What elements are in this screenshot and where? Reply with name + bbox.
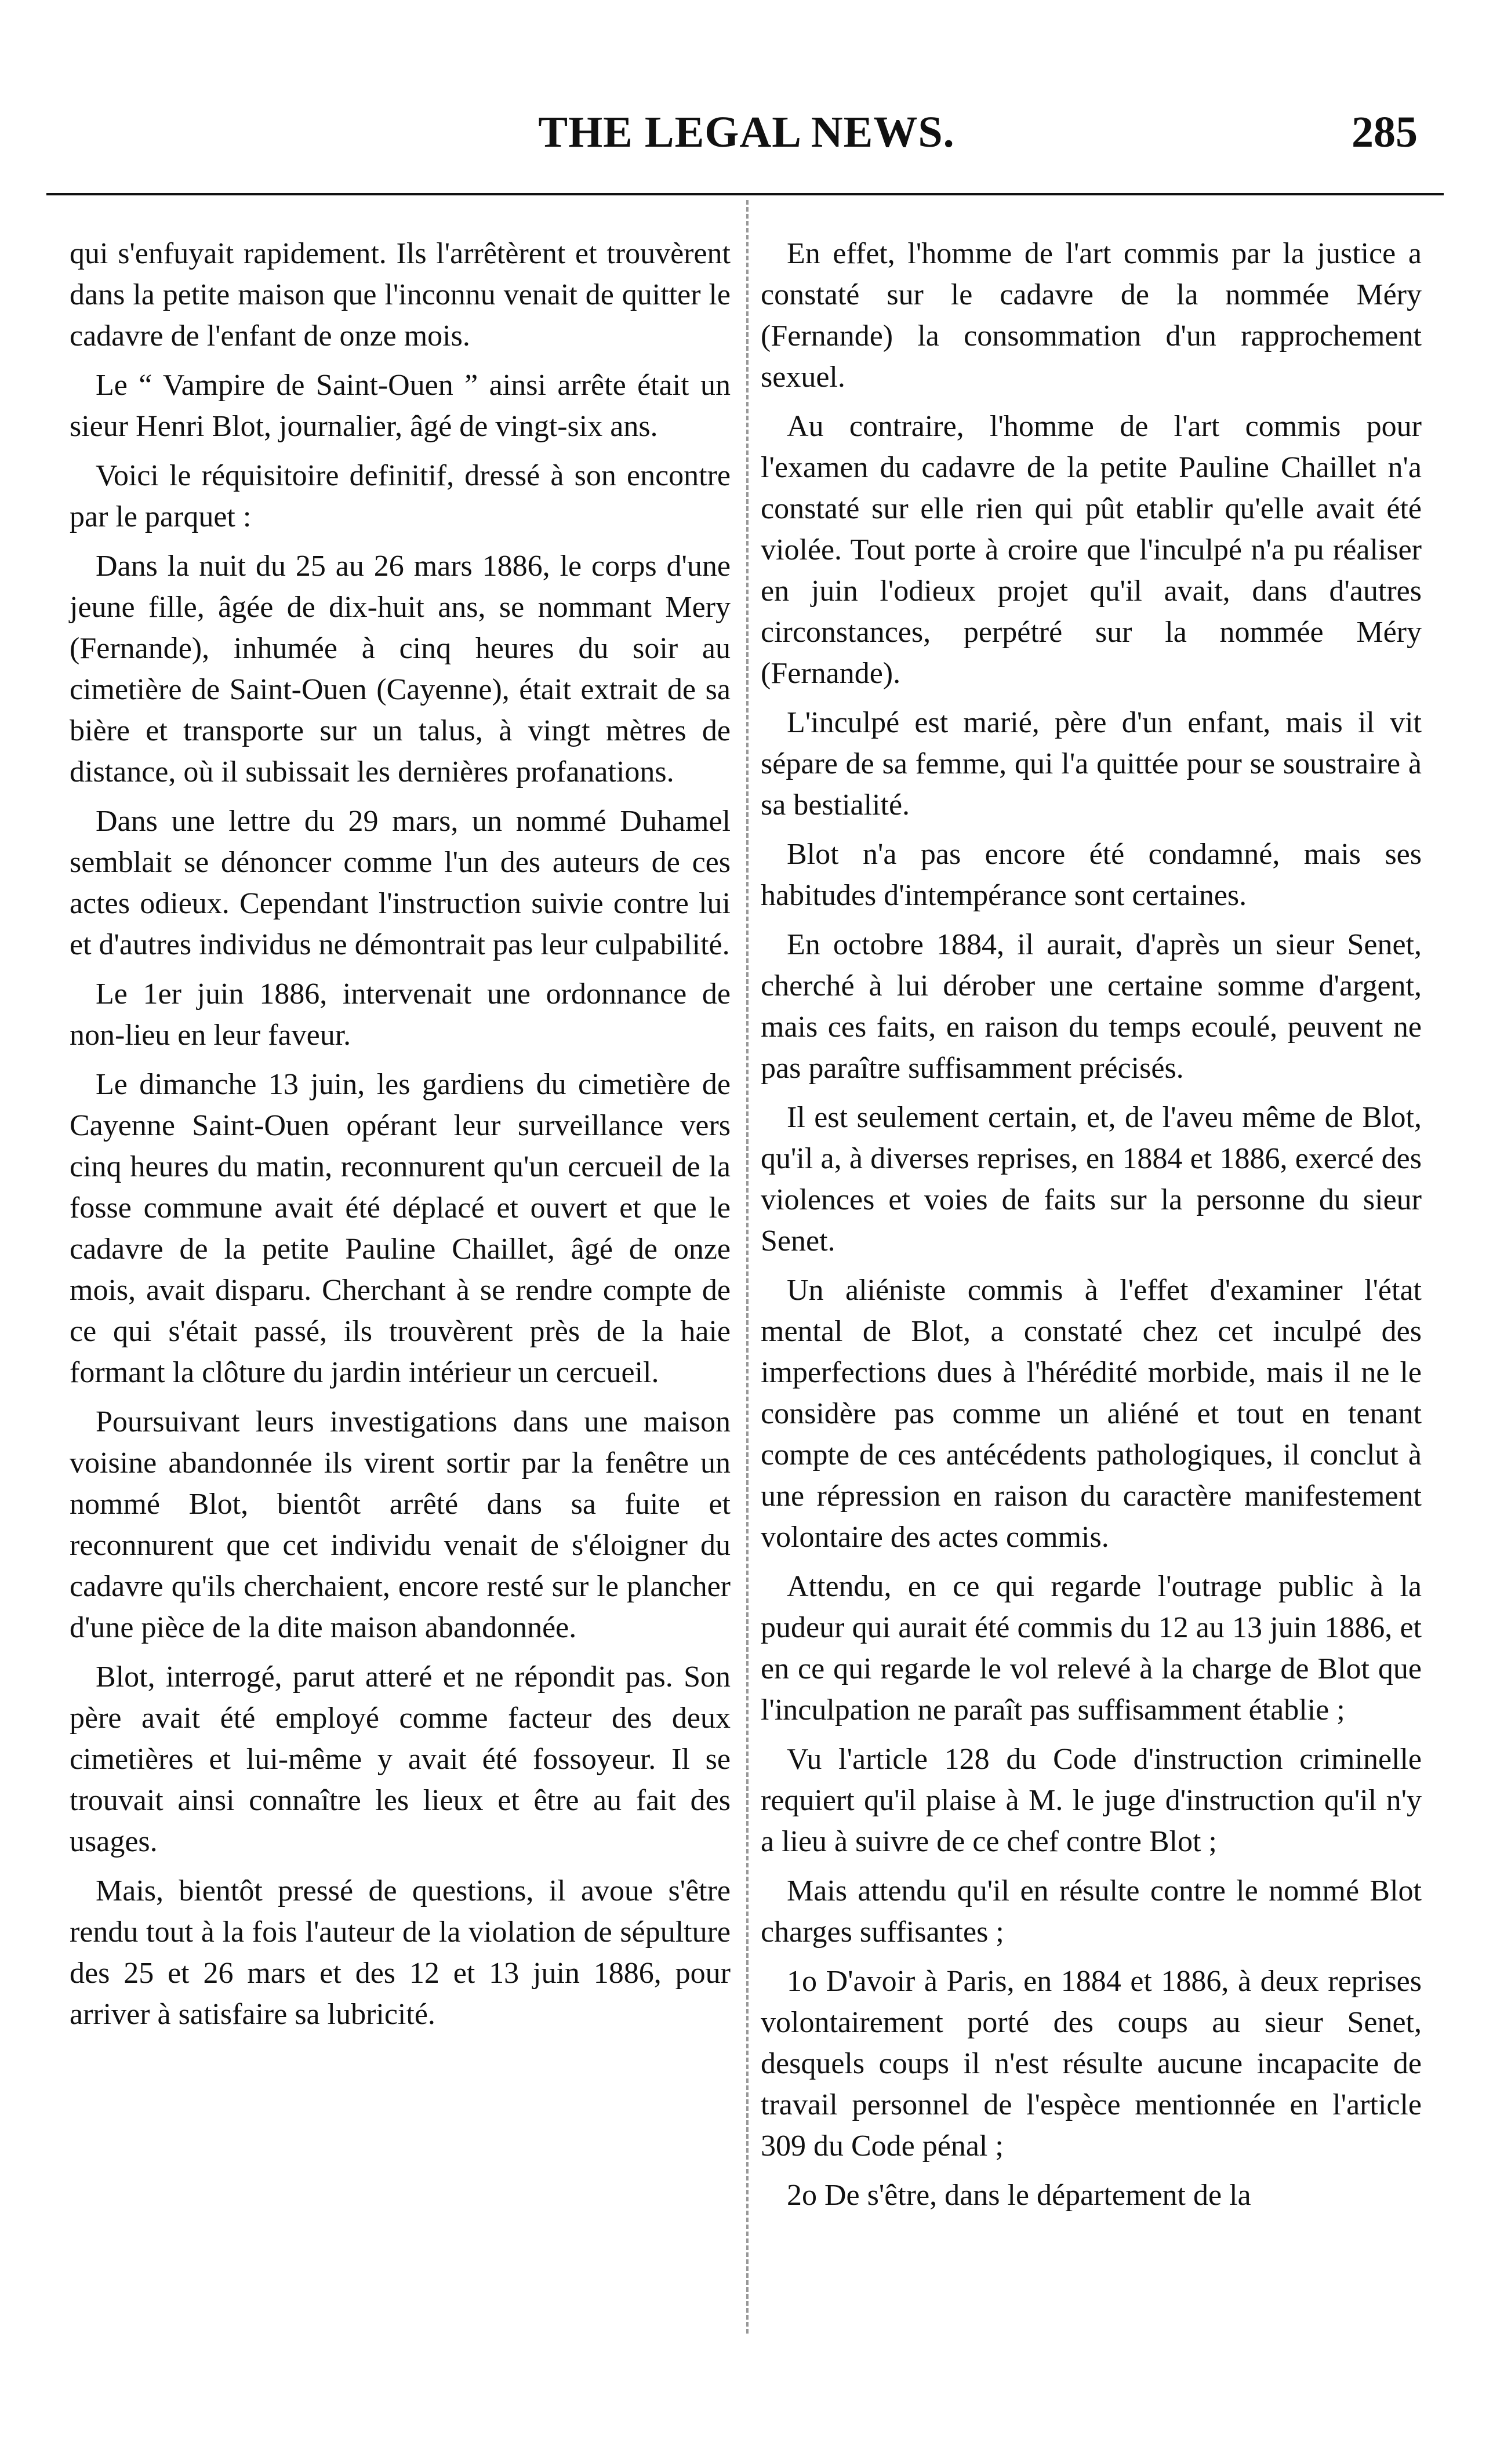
paragraph: Vu l'article 128 du Code d'instruction criminelle requiert qu'il plaise à M. le juge d'instruction qu'il n'y a lieu à suivre de ce chef contre Blot ; (761, 1743, 1422, 1858)
paragraph: Attendu, en ce qui regarde l'outrage public à la pudeur qui aurait été commis du 12 au 13 juin 1886, et en ce qui regarde le vol relevé à la charge de Blot que l'inculpation ne paraît pas suffisamment établie ; (761, 1570, 1422, 1727)
paragraph: Voici le réquisitoire definitif, dressé à son encontre par le parquet : (70, 459, 731, 533)
paragraph: Au contraire, l'homme de l'art commis pour l'examen du cadavre de la petite Pauline Chaillet n'a constaté sur elle rien qui pût etablir qu'elle avait été violée. Tout porte à croire que l'inculpé n'a pu réaliser en juin l'odieux projet qu'il avait, dans d'autres circonstances, perpétré sur la nommée Méry (Fernande). (761, 410, 1422, 690)
paragraph: Dans la nuit du 25 au 26 mars 1886, le corps d'une jeune fille, âgée de dix-huit ans, se nommant Mery (Fernande), inhumée à cinq heures du soir au cimetière de Saint-Ouen (Cayenne), était extrait de sa bière et transporte sur un talus, à vingt mètres de distance, où il subissait les dernières profanations. (70, 550, 731, 788)
paragraph: 1o D'avoir à Paris, en 1884 et 1886, à deux reprises volontairement porté des coups au sieur Senet, desquels coups il n'est résulte aucune incapacite de travail personnel de l'espèce mentionnée en l'article 309 du Code pénal ; (761, 1965, 1422, 2163)
header-rule (46, 193, 1444, 195)
paragraph: Blot, interrogé, parut atteré et ne répondit pas. Son père avait été employé comme facteur des deux cimetières et lui-même y avait été fossoyeur. Il se trouvait ainsi connaître les lieux et être au fait des usages. (70, 1660, 731, 1858)
paragraph: Poursuivant leurs investigations dans une maison voisine abandonnée ils virent sortir par la fenêtre un nommé Blot, bientôt arrêté dans sa fuite et reconnurent que cet individu venait de s'éloigner du cadavre qu'ils cherchaient, encore resté sur le plancher d'une pièce de la dite maison abandonnée. (70, 1405, 731, 1644)
paragraph: L'inculpé est marié, père d'un enfant, mais il vit sépare de sa femme, qui l'a quittée pour se soustraire à sa bestialité. (761, 706, 1422, 822)
page-number: 285 (1352, 108, 1418, 157)
paragraph: 2o De s'être, dans le département de la (787, 2179, 1251, 2212)
paragraph: Dans une lettre du 29 mars, un nommé Duhamel semblait se dénoncer comme l'un des auteurs de ces actes odieux. Cependant l'instruction suivie contre lui et d'autres individus ne démontrait pas leur culpabilité. (70, 805, 731, 961)
running-header-title: THE LEGAL NEWS. (538, 108, 955, 157)
paragraph: Mais attendu qu'il en résulte contre le nommé Blot charges suffisantes ; (761, 1874, 1422, 1949)
paragraph: Blot n'a pas encore été condamné, mais ses habitudes d'intempérance sont certaines. (761, 838, 1422, 912)
paragraph: En effet, l'homme de l'art commis par la justice a constaté sur le cadavre de la nommée Méry (Fernande) la consommation d'un rapprochement sexuel. (761, 237, 1422, 394)
paragraph: Un aliéniste commis à l'effet d'examiner l'état mental de Blot, a constaté chez cet inculpé des imperfections dues à l'hérédité morbide, mais il ne le considère pas comme un aliéné et tout en tenant compte de ces antécédents pathologiques, il conclut à une répression en raison du caractère manifestement volontaire des actes commis. (761, 1274, 1422, 1554)
paragraph: qui s'enfuyait rapidement. Ils l'arrêtèrent et trouvèrent dans la petite maison que l'inconnu venait de quitter le cadavre de l'enfant de onze mois. (70, 237, 731, 352)
paragraph: Le dimanche 13 juin, les gardiens du cimetière de Cayenne Saint-Ouen opérant leur surveillance vers cinq heures du matin, reconnurent qu'un cercueil de la fosse commune avait été déplacé et ouvert et que le cadavre de la petite Pauline Chaillet, âgé de onze mois, avait disparu. Cherchant à se rendre compte de ce qui s'était passé, ils trouvèrent près de la haie formant la clôture du jardin intérieur un cercueil. (70, 1068, 731, 1389)
paragraph: Le “ Vampire de Saint-Ouen ” ainsi arrête était un sieur Henri Blot, journalier, âgé de vingt-six ans. (70, 369, 731, 443)
left-column (70, 233, 731, 2043)
paragraph: Mais, bientôt pressé de questions, il avoue s'être rendu tout à la fois l'auteur de la violation de sépulture des 25 et 26 mars et des 12 et 13 juin 1886, pour arriver à satisfaire sa lubricité. (70, 1874, 731, 2031)
paragraph: Le 1er juin 1886, intervenait une ordonnance de non-lieu en leur faveur. (70, 977, 731, 1052)
paragraph: Il est seulement certain, et, de l'aveu même de Blot, qu'il a, à diverses reprises, en 1884 et 1886, exercé des violences et voies de faits sur la personne du sieur Senet. (761, 1101, 1422, 1258)
right-column (761, 233, 1422, 2224)
paragraph: En octobre 1884, il aurait, d'après un sieur Senet, cherché à lui dérober une certaine somme d'argent, mais ces faits, en raison du temps ecoulé, peuvent ne pas paraître suffisamment précisés. (761, 928, 1422, 1085)
column-divider (746, 200, 749, 2334)
